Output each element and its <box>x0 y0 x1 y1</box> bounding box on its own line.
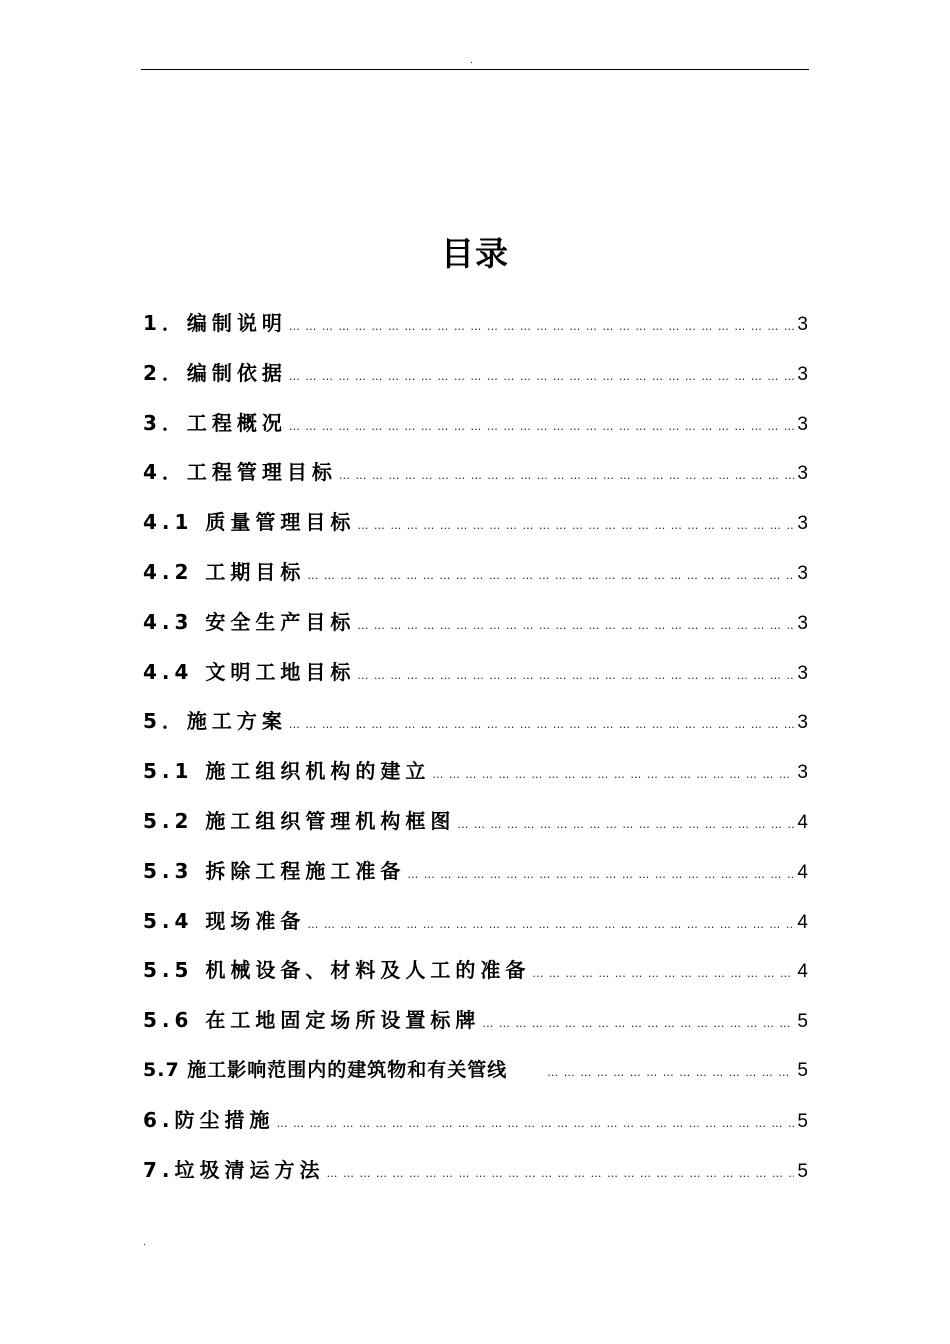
toc-entry-label: 5.7 施工影响范围内的建筑物和有关管线 <box>143 1058 508 1081</box>
toc-entry-page: 3 <box>797 612 808 634</box>
toc-entry[interactable] <box>143 854 808 904</box>
toc-leader <box>305 559 794 593</box>
toc-entry-label: 5．施工方案 <box>143 709 287 734</box>
footer-mark: . <box>143 1238 146 1248</box>
toc-entry[interactable] <box>143 406 808 456</box>
toc-leader <box>275 1107 794 1141</box>
toc-entry[interactable] <box>143 704 808 754</box>
toc-entry-page: 5 <box>797 1059 808 1081</box>
toc-entry-page: 4 <box>797 911 808 933</box>
toc-leader <box>305 908 794 942</box>
toc-entry-label: 5.5 机械设备、材料及人工的准备 <box>143 958 531 983</box>
toc-entry-page: 3 <box>797 463 808 485</box>
toc-entry[interactable] <box>143 555 808 605</box>
toc-leader <box>430 758 794 792</box>
toc-entry-page: 3 <box>797 712 808 734</box>
toc-entry[interactable] <box>143 904 808 954</box>
toc-entry[interactable] <box>143 356 808 406</box>
toc-leader <box>405 858 794 892</box>
toc-leader <box>287 310 794 344</box>
toc-entry[interactable] <box>143 605 808 655</box>
toc-entry-label: 6.防尘措施 <box>143 1107 275 1132</box>
toc-entry-label: 5.3 拆除工程施工准备 <box>143 858 406 883</box>
toc-entry-page: 3 <box>797 363 808 385</box>
toc-entry-label: 5.4 现场准备 <box>143 908 306 933</box>
toc-leader <box>325 1157 794 1191</box>
toc-entry[interactable] <box>143 306 808 356</box>
toc-entry-label: 5.6 在工地固定场所设置标牌 <box>143 1008 481 1033</box>
toc-entry-page: 3 <box>797 413 808 435</box>
toc-entry-page: 4 <box>797 811 808 833</box>
toc-entry-page: 3 <box>797 562 808 584</box>
toc-entry-label: 4.4 文明工地目标 <box>143 659 356 684</box>
toc-entry-page: 3 <box>797 314 808 335</box>
toc-entry-page: 5 <box>797 1110 808 1132</box>
toc-entry[interactable] <box>143 953 808 1003</box>
toc-entry-label: 7.垃圾清运方法 <box>143 1157 325 1182</box>
toc-entry[interactable] <box>143 804 808 854</box>
toc-leader <box>355 659 794 693</box>
toc-leader <box>287 410 794 444</box>
toc-entry-page: 5 <box>797 1160 808 1182</box>
toc-entry-page: 4 <box>797 961 808 983</box>
toc-entry[interactable] <box>143 1053 808 1103</box>
toc-entry-label: 5.2 施工组织管理机构框图 <box>143 808 456 833</box>
toc-entry-label: 3．工程概况 <box>143 410 287 435</box>
toc-leader <box>287 360 794 394</box>
toc-entry-label: 2．编制依据 <box>143 360 287 385</box>
toc-entry-label: 5.1 施工组织机构的建立 <box>143 759 431 784</box>
toc-leader <box>355 609 794 643</box>
toc-entry-label: 4.2 工期目标 <box>143 559 306 584</box>
toc-leader <box>337 459 794 493</box>
toc-entry[interactable] <box>143 455 808 505</box>
toc-entry[interactable] <box>143 655 808 705</box>
toc-list <box>143 306 808 1202</box>
toc-entry-page: 4 <box>797 861 808 883</box>
toc-entry[interactable] <box>143 1003 808 1053</box>
toc-entry-page: 5 <box>797 1011 808 1033</box>
toc-leader <box>480 1007 794 1041</box>
toc-leader <box>455 808 794 842</box>
toc-entry[interactable] <box>143 505 808 555</box>
toc-entry-label: 1．编制说明 <box>143 311 287 335</box>
header-rule <box>141 69 809 70</box>
toc-leader <box>507 1056 794 1090</box>
toc-entry-label: 4.3 安全生产目标 <box>143 609 356 634</box>
toc-leader <box>530 957 794 991</box>
toc-entry[interactable] <box>143 754 808 804</box>
toc-entry[interactable] <box>143 1153 808 1203</box>
toc-entry-page: 3 <box>797 762 808 784</box>
toc-entry-label: 4．工程管理目标 <box>143 460 337 485</box>
toc-entry-page: 3 <box>797 513 808 535</box>
header-mark: . <box>470 56 473 66</box>
toc-leader <box>355 509 794 543</box>
toc-leader <box>287 708 794 742</box>
toc-entry-label: 4.1 质量管理目标 <box>143 510 356 535</box>
toc-title: 目录 <box>441 234 509 274</box>
toc-entry[interactable] <box>143 1103 808 1153</box>
toc-entry-page: 3 <box>797 662 808 684</box>
